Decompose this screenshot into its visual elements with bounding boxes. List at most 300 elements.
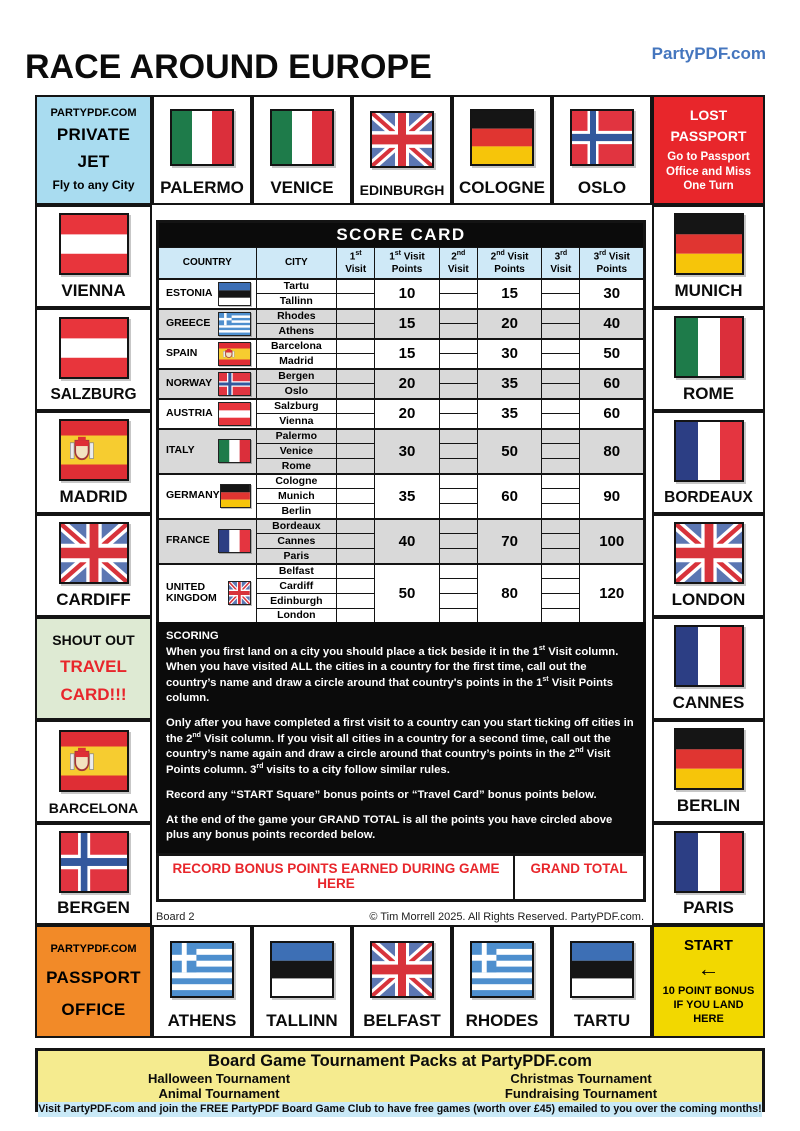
column-header: 3rd Visit Points (580, 248, 645, 279)
flag-germany-icon (470, 109, 534, 166)
visit-3-tick-cell (542, 489, 580, 504)
country-cell (158, 399, 257, 429)
score-row-austria (158, 399, 645, 414)
private-jet-line2: JET (77, 151, 110, 171)
flag-uk-icon (370, 111, 434, 168)
board-square-cologne (452, 95, 552, 205)
visit-3-tick-cell (542, 564, 580, 579)
flag-estonia-icon (270, 941, 334, 998)
flag-spain-icon (59, 419, 129, 481)
flag-holder (470, 941, 534, 998)
visit-3-tick-cell (542, 309, 580, 324)
board-square-rome (652, 308, 765, 411)
country-cell (158, 564, 257, 624)
visit-3-points: 80 (580, 429, 645, 474)
board-number: Board 2 (156, 911, 195, 923)
visit-1-tick-cell (337, 594, 375, 609)
start-label: START (684, 936, 733, 954)
score-card-header-row (158, 248, 645, 279)
banner-item: Christmas Tournament (510, 1071, 652, 1086)
city-name-cell: Paris (256, 549, 336, 564)
visit-3-tick-cell (542, 474, 580, 489)
board-square-madrid (35, 411, 152, 514)
flag-italy-icon (674, 316, 744, 378)
visit-2-points: 35 (477, 369, 541, 399)
flag-holder (270, 109, 334, 166)
visit-3-points: 30 (580, 279, 645, 309)
board-square-berlin (652, 720, 765, 823)
city-name-cell: Berlin (256, 504, 336, 519)
city-name-cell: Bergen (256, 369, 336, 384)
city-label: ATHENS (167, 1011, 237, 1030)
visit-1-tick-cell (337, 339, 375, 354)
visit-1-tick-cell (337, 414, 375, 429)
visit-1-tick-cell (337, 429, 375, 444)
city-name-cell: Bordeaux (256, 519, 336, 534)
flag-norway-icon (218, 372, 251, 396)
flag-holder (470, 109, 534, 166)
visit-1-points: 20 (375, 369, 439, 399)
visit-3-tick-cell (542, 294, 580, 309)
visit-3-points: 60 (580, 399, 645, 429)
column-header: 1st Visit (337, 248, 375, 279)
grand-total-label: GRAND TOTAL (530, 861, 628, 876)
visit-3-points: 100 (580, 519, 645, 564)
flag-italy-icon (170, 109, 234, 166)
flag-uk-icon (59, 522, 129, 584)
board-square-athens (152, 925, 252, 1038)
banner-strip: Visit PartyPDF.com and join the FREE PartyPDF Board Game Club to have free games (worth over £45) emailed to you over the coming months! (38, 1102, 762, 1115)
lost-passport-line2: PASSPORT (670, 128, 747, 145)
flag-norway-icon (59, 831, 129, 893)
flag-holder (59, 317, 129, 379)
visit-2-points: 15 (477, 279, 541, 309)
board-square-edinburgh (352, 95, 452, 205)
city-label: COLOGNE (459, 178, 545, 197)
visit-1-tick-cell (337, 564, 375, 579)
score-row-estonia (158, 279, 645, 294)
visit-2-tick-cell (439, 564, 477, 579)
visit-1-points: 35 (375, 474, 439, 519)
city-label: TARTU (573, 1011, 631, 1030)
footer-line (156, 911, 644, 923)
visit-3-points: 120 (580, 564, 645, 624)
visit-1-tick-cell (337, 324, 375, 339)
board-square-belfast (352, 925, 452, 1038)
city-label: OSLO (577, 178, 627, 197)
visit-2-tick-cell (439, 504, 477, 519)
board-center (152, 205, 652, 925)
city-name-cell: Barcelona (256, 339, 336, 354)
banner-item: Halloween Tournament (147, 1071, 291, 1086)
column-header: 3rd Visit (542, 248, 580, 279)
visit-3-tick-cell (542, 444, 580, 459)
visit-1-tick-cell (337, 369, 375, 384)
flag-greece-icon (218, 312, 251, 336)
country-cell (158, 369, 257, 399)
visit-3-tick-cell (542, 429, 580, 444)
country-cell (158, 429, 257, 474)
visit-3-tick-cell (542, 534, 580, 549)
flag-holder (170, 109, 234, 166)
visit-3-tick-cell (542, 549, 580, 564)
country-cell (158, 339, 257, 369)
city-name-cell: Cannes (256, 534, 336, 549)
board-square-barcelona (35, 720, 152, 823)
city-name-cell: Oslo (256, 384, 336, 399)
city-name-cell: Palermo (256, 429, 336, 444)
visit-1-tick-cell (337, 504, 375, 519)
passport-office-line1: PASSPORT (46, 967, 141, 987)
visit-1-tick-cell (337, 279, 375, 294)
column-header: 2nd Visit (439, 248, 477, 279)
flag-france-icon (674, 625, 744, 687)
flag-estonia-icon (570, 941, 634, 998)
board-square-venice (252, 95, 352, 205)
city-label: VENICE (270, 178, 334, 197)
visit-2-tick-cell (439, 429, 477, 444)
visit-3-tick-cell (542, 414, 580, 429)
flag-uk-icon (370, 941, 434, 998)
flag-holder (674, 420, 744, 482)
city-label: EDINBURGH (359, 182, 445, 198)
visit-2-tick-cell (439, 309, 477, 324)
score-row-spain (158, 339, 645, 354)
flag-austria-icon (218, 402, 251, 426)
flag-spain-icon (218, 342, 251, 366)
flag-italy-icon (270, 109, 334, 166)
score-row-italy (158, 429, 645, 444)
visit-1-tick-cell (337, 309, 375, 324)
banner-right-column (400, 1071, 762, 1102)
flag-holder (59, 831, 129, 893)
visit-1-points: 40 (375, 519, 439, 564)
lost-passport-square (652, 95, 765, 205)
city-label: MUNICH (674, 281, 743, 300)
travel-card-square (35, 617, 152, 720)
flag-france-icon (218, 529, 251, 553)
country-name: ITALY (166, 444, 195, 457)
start-square (652, 925, 765, 1038)
city-label: BELFAST (363, 1011, 441, 1030)
visit-3-points: 90 (580, 474, 645, 519)
country-name: GERMANY (166, 489, 220, 502)
visit-2-tick-cell (439, 519, 477, 534)
flag-uk-icon (228, 581, 251, 605)
board-square-bergen (35, 823, 152, 925)
score-card-table (156, 220, 646, 625)
city-name-cell: London (256, 609, 336, 624)
bonus-row (156, 853, 646, 902)
visit-2-tick-cell (439, 324, 477, 339)
visit-3-tick-cell (542, 279, 580, 294)
country-cell (158, 279, 257, 309)
country-name: AUSTRIA (166, 406, 213, 419)
visit-2-points: 30 (477, 339, 541, 369)
board-square-salzburg (35, 308, 152, 411)
column-header: 2nd Visit Points (477, 248, 541, 279)
flag-holder (59, 522, 129, 584)
flag-holder (674, 728, 744, 790)
visit-3-tick-cell (542, 594, 580, 609)
visit-1-tick-cell (337, 579, 375, 594)
board-square-london (652, 514, 765, 617)
visit-1-tick-cell (337, 444, 375, 459)
visit-1-points: 15 (375, 339, 439, 369)
flag-holder (170, 941, 234, 998)
score-row-united-kingdom (158, 564, 645, 579)
board-square-tallinn (252, 925, 352, 1038)
flag-uk-icon (674, 522, 744, 584)
visit-2-tick-cell (439, 474, 477, 489)
visit-2-points: 70 (477, 519, 541, 564)
city-name-cell: Tartu (256, 279, 336, 294)
visit-3-tick-cell (542, 399, 580, 414)
flag-spain-icon (59, 730, 129, 792)
visit-3-points: 60 (580, 369, 645, 399)
visit-1-tick-cell (337, 354, 375, 369)
board-square-rhodes (452, 925, 552, 1038)
country-name: GREECE (166, 316, 211, 329)
board-square-cannes (652, 617, 765, 720)
scoring-paragraph: When you first land on a city you should place a tick beside it in the 1st Visit column. When you have visited ALL the cities in a country for the first time, call out the country’s name and draw a circle around that country's points in the 1st Visit Points column. (166, 645, 619, 704)
score-row-norway (158, 369, 645, 384)
city-name-cell: Madrid (256, 354, 336, 369)
visit-3-tick-cell (542, 384, 580, 399)
column-header: 1st Visit Points (375, 248, 439, 279)
city-name-cell: Rome (256, 459, 336, 474)
board-square-oslo (552, 95, 652, 205)
scoring-paragraph: Only after you have completed a first visit to a country can you start ticking off cities in the 2nd Visit column. If you visit all cities in a country for a second time, call out the country’s name again and draw a circle around that country’s points in the 2nd Visit Points column. 3rd visits to a city follow similar rules. (166, 716, 634, 776)
flag-holder (570, 109, 634, 166)
city-label: BARCELONA (48, 800, 139, 816)
visit-3-tick-cell (542, 504, 580, 519)
travel-card-line1: SHOUT OUT (52, 631, 135, 648)
scoring-paragraph: Record any “START Square” bonus points or “Travel Card” bonus points below. (166, 788, 597, 801)
promo-banner (35, 1048, 765, 1115)
travel-card-line3: CARD!!! (60, 685, 127, 705)
visit-2-points: 80 (477, 564, 541, 624)
flag-holder (674, 831, 744, 893)
visit-3-tick-cell (542, 369, 580, 384)
visit-2-tick-cell (439, 489, 477, 504)
board-square-tartu (552, 925, 652, 1038)
flag-holder (270, 941, 334, 998)
city-label: LONDON (671, 590, 746, 609)
visit-2-tick-cell (439, 279, 477, 294)
city-label: VIENNA (61, 281, 126, 300)
city-name-cell: Athens (256, 324, 336, 339)
private-jet-line1: PRIVATE (56, 125, 131, 145)
city-name-cell: Belfast (256, 564, 336, 579)
visit-1-tick-cell (337, 534, 375, 549)
flag-greece-icon (470, 941, 534, 998)
city-name-cell: Vienna (256, 414, 336, 429)
passport-office-line2: OFFICE (61, 999, 126, 1019)
visit-3-tick-cell (542, 324, 580, 339)
visit-1-tick-cell (337, 399, 375, 414)
passport-office-square (35, 925, 152, 1038)
visit-3-points: 50 (580, 339, 645, 369)
private-jet-square (35, 95, 152, 205)
flag-france-icon (674, 420, 744, 482)
copyright: © Tim Morrell 2025. All Rights Reserved. PartyPDF.com. (369, 911, 644, 923)
city-label: RHODES (465, 1011, 539, 1030)
flag-holder (59, 419, 129, 481)
city-name-cell: Rhodes (256, 309, 336, 324)
start-sub: 10 POINT BONUS IF YOU LAND HERE (662, 985, 755, 1025)
city-name-cell: Cardiff (256, 579, 336, 594)
flag-austria-icon (59, 213, 129, 275)
visit-2-tick-cell (439, 384, 477, 399)
score-row-greece (158, 309, 645, 324)
city-label: PARIS (683, 898, 734, 917)
private-jet-site: PARTYPDF.COM (50, 107, 137, 120)
country-cell (158, 474, 257, 519)
visit-3-tick-cell (542, 339, 580, 354)
visit-3-tick-cell (542, 459, 580, 474)
country-cell (158, 519, 257, 564)
visit-3-tick-cell (542, 579, 580, 594)
flag-greece-icon (170, 941, 234, 998)
visit-1-points: 50 (375, 564, 439, 624)
city-label: PALERMO (160, 178, 244, 197)
scoring-rules (156, 622, 646, 853)
city-label: MADRID (59, 487, 128, 506)
visit-2-tick-cell (439, 534, 477, 549)
visit-2-tick-cell (439, 414, 477, 429)
site-link: PartyPDF.com (651, 44, 766, 63)
flag-holder (59, 213, 129, 275)
country-name: FRANCE (166, 534, 210, 547)
visit-1-points: 20 (375, 399, 439, 429)
visit-2-points: 60 (477, 474, 541, 519)
banner-title: Board Game Tournament Packs at PartyPDF.com (208, 1052, 592, 1070)
score-row-germany (158, 474, 645, 489)
flag-estonia-icon (218, 282, 251, 306)
city-label: BORDEAUX (664, 489, 753, 506)
city-name-cell: Venice (256, 444, 336, 459)
city-name-cell: Edinburgh (256, 594, 336, 609)
lost-passport-sub: Go to Passport Office and Miss One Turn (666, 151, 751, 192)
page-title: RACE AROUND EUROPE (25, 48, 432, 86)
country-cell (158, 309, 257, 339)
flag-holder (370, 941, 434, 998)
visit-3-tick-cell (542, 519, 580, 534)
country-name: ESTONIA (166, 286, 213, 299)
board-square-cardiff (35, 514, 152, 617)
left-arrow-icon: ← (697, 956, 720, 982)
visit-1-tick-cell (337, 474, 375, 489)
city-label: TALLINN (266, 1011, 338, 1030)
visit-1-tick-cell (337, 384, 375, 399)
flag-holder (59, 730, 129, 792)
country-name: SPAIN (166, 346, 198, 359)
lost-passport-line1: LOST (689, 106, 728, 123)
flag-germany-icon (674, 728, 744, 790)
city-label: SALZBURG (50, 386, 137, 403)
city-name-cell: Tallinn (256, 294, 336, 309)
flag-germany-icon (674, 213, 744, 275)
private-jet-sub: Fly to any City (52, 177, 135, 192)
score-card-title: SCORE CARD (158, 222, 645, 248)
passport-office-site: PARTYPDF.COM (50, 943, 137, 956)
visit-1-tick-cell (337, 294, 375, 309)
visit-2-tick-cell (439, 459, 477, 474)
score-card-title-row (158, 222, 645, 248)
city-label: BERGEN (57, 898, 130, 917)
scoring-heading: SCORING (166, 630, 219, 642)
city-label: BERLIN (676, 796, 741, 815)
scoring-paragraph: At the end of the game your GRAND TOTAL is all the points you have circled above plus any bonus points recorded below. (166, 813, 613, 841)
board-square-paris (652, 823, 765, 925)
flag-austria-icon (59, 317, 129, 379)
visit-1-tick-cell (337, 459, 375, 474)
score-row-france (158, 519, 645, 534)
banner-left-column (38, 1071, 400, 1102)
flag-holder (570, 941, 634, 998)
board-square-munich (652, 205, 765, 308)
visit-2-tick-cell (439, 549, 477, 564)
column-header: COUNTRY (158, 248, 257, 279)
visit-2-points: 20 (477, 309, 541, 339)
banner-item: Fundraising Tournament (504, 1086, 658, 1102)
travel-card-line2: TRAVEL (60, 656, 127, 676)
visit-2-tick-cell (439, 444, 477, 459)
city-name-cell: Cologne (256, 474, 336, 489)
flag-france-icon (674, 831, 744, 893)
flag-germany-icon (220, 484, 251, 508)
city-name-cell: Salzburg (256, 399, 336, 414)
banner-item: Animal Tournament (158, 1086, 280, 1102)
flag-norway-icon (570, 109, 634, 166)
visit-2-tick-cell (439, 579, 477, 594)
flag-italy-icon (218, 439, 251, 463)
visit-1-tick-cell (337, 519, 375, 534)
visit-1-points: 10 (375, 279, 439, 309)
visit-2-tick-cell (439, 354, 477, 369)
visit-2-tick-cell (439, 339, 477, 354)
visit-1-points: 15 (375, 309, 439, 339)
board-square-bordeaux (652, 411, 765, 514)
visit-3-tick-cell (542, 354, 580, 369)
city-name-cell: Munich (256, 489, 336, 504)
flag-holder (370, 111, 434, 168)
visit-2-tick-cell (439, 594, 477, 609)
flag-holder (674, 316, 744, 378)
visit-1-tick-cell (337, 489, 375, 504)
flag-holder (674, 522, 744, 584)
country-name: NORWAY (166, 376, 213, 389)
visit-2-tick-cell (439, 294, 477, 309)
visit-2-tick-cell (439, 369, 477, 384)
visit-2-tick-cell (439, 399, 477, 414)
banner-columns (38, 1071, 762, 1102)
city-label: CANNES (672, 693, 745, 712)
visit-1-tick-cell (337, 549, 375, 564)
flag-holder (674, 625, 744, 687)
flag-holder (674, 213, 744, 275)
country-name: UNITED KINGDOM (166, 580, 217, 605)
visit-2-points: 50 (477, 429, 541, 474)
city-label: ROME (683, 384, 734, 403)
city-label: CARDIFF (56, 590, 131, 609)
bonus-points-label: RECORD BONUS POINTS EARNED DURING GAME HERE (159, 856, 515, 899)
board-square-vienna (35, 205, 152, 308)
visit-3-points: 40 (580, 309, 645, 339)
board-square-palermo (152, 95, 252, 205)
visit-2-points: 35 (477, 399, 541, 429)
